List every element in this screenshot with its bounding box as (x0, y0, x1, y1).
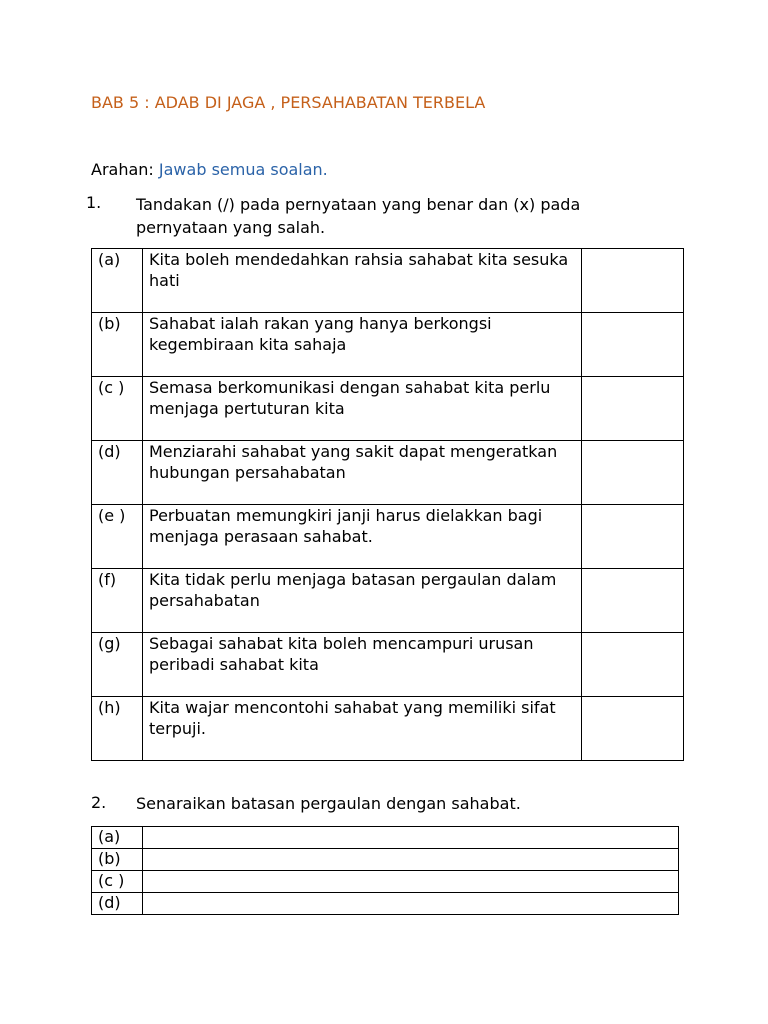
statement-text: Kita wajar mencontohi sahabat yang memiliki sifat terpuji. (143, 697, 582, 761)
table-row (92, 871, 679, 893)
table-row (92, 633, 684, 697)
statement-text: Kita boleh mendedahkan rahsia sahabat kita sesuka hati (143, 249, 582, 313)
statement-text: Sahabat ialah rakan yang hanya berkongsi kegembiraan kita sahaja (143, 313, 582, 377)
answer-box[interactable] (582, 697, 684, 761)
row-label: (a) (92, 827, 143, 849)
answer-box[interactable] (582, 313, 684, 377)
answer-box[interactable] (582, 441, 684, 505)
row-label: (f) (92, 569, 143, 633)
question-1-table (91, 248, 684, 761)
table-row (92, 249, 684, 313)
table-row (92, 377, 684, 441)
statement-text: Sebagai sahabat kita boleh mencampuri urusan peribadi sahabat kita (143, 633, 582, 697)
question-2-text: Senaraikan batasan pergaulan dengan sahabat. (136, 794, 521, 813)
answer-box[interactable] (582, 633, 684, 697)
answer-box[interactable] (582, 505, 684, 569)
question-2-table (91, 826, 679, 915)
row-label: (d) (92, 893, 143, 915)
table-row (92, 893, 679, 915)
row-label: (e ) (92, 505, 143, 569)
statement-text: Perbuatan memungkiri janji harus dielakkan bagi menjaga perasaan sahabat. (143, 505, 582, 569)
row-label: (h) (92, 697, 143, 761)
table-row (92, 849, 679, 871)
answer-box[interactable] (582, 569, 684, 633)
table-row (92, 313, 684, 377)
answer-field[interactable] (143, 871, 679, 893)
table-row (92, 569, 684, 633)
statement-text: Menziarahi sahabat yang sakit dapat mengeratkan hubungan persahabatan (143, 441, 582, 505)
row-label: (b) (92, 313, 143, 377)
answer-box[interactable] (582, 249, 684, 313)
row-label: (c ) (92, 871, 143, 893)
table-row (92, 697, 684, 761)
instruction-text: Jawab semua soalan. (158, 160, 328, 179)
table-row (92, 827, 679, 849)
question-2-number: 2. (91, 793, 107, 812)
row-label: (b) (92, 849, 143, 871)
instruction-label: Arahan: (91, 160, 154, 179)
row-label: (d) (92, 441, 143, 505)
row-label: (c ) (92, 377, 143, 441)
worksheet-title: BAB 5 : ADAB DI JAGA , PERSAHABATAN TERBELA (91, 93, 486, 112)
row-label: (g) (92, 633, 143, 697)
table-row (92, 505, 684, 569)
instruction (91, 160, 328, 179)
answer-field[interactable] (143, 849, 679, 871)
answer-field[interactable] (143, 893, 679, 915)
statement-text: Kita tidak perlu menjaga batasan pergaulan dalam persahabatan (143, 569, 582, 633)
table-row (92, 441, 684, 505)
statement-text: Semasa berkomunikasi dengan sahabat kita perlu menjaga pertuturan kita (143, 377, 582, 441)
question-1-number: 1. (86, 193, 102, 212)
question-1-text: Tandakan (/) pada pernyataan yang benar dan (x) pada pernyataan yang salah. (136, 195, 581, 237)
answer-field[interactable] (143, 827, 679, 849)
row-label: (a) (92, 249, 143, 313)
answer-box[interactable] (582, 377, 684, 441)
